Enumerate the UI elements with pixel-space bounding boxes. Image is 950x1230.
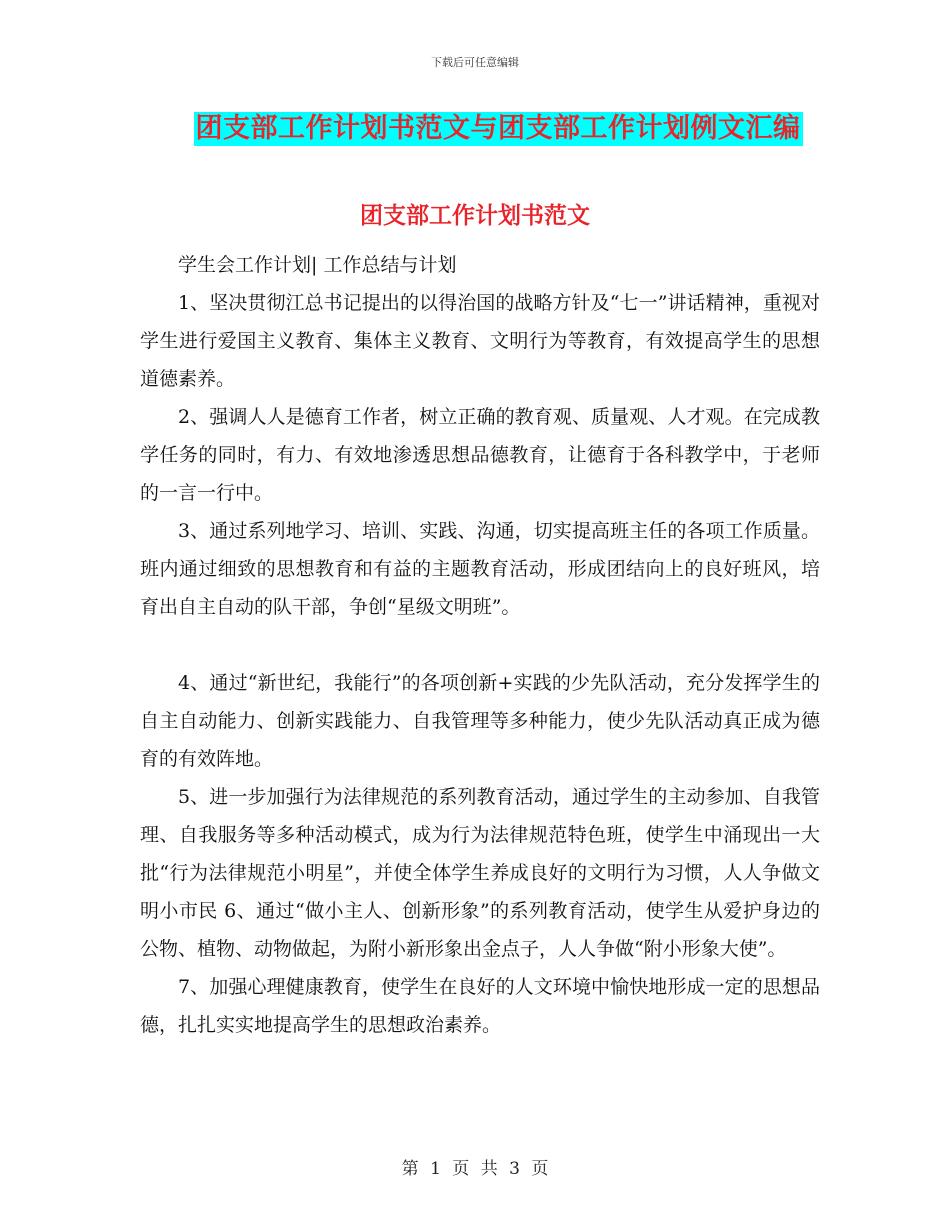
paragraph-item-4: 4、通过“新世纪，我能行”的各项创新+实践的少先队活动，充分发挥学生的自主自动能力、创新实践能力、自我管理等多种能力，使少先队活动真正成为德育的有效阵地。 — [140, 672, 820, 770]
paragraph-item-1: 1、坚决贯彻江总书记提出的以得治国的战略方针及“七一”讲话精神，重视对学生进行爱国主义教育、集体主义教育、文明行为等教育，有效提高学生的思想道德素养。 — [140, 292, 820, 390]
main-title-container — [0, 112, 950, 146]
section-title: 团支部工作计划书范文 — [360, 203, 590, 229]
paragraph-item-3: 3、通过系列地学习、培训、实践、沟通，切实提高班主任的各项工作质量。班内通过细致的思想教育和有益的主题教育活动，形成团结向上的良好班风，培育出自主自动的队干部，争创“星级文明班”。 — [140, 520, 820, 618]
paragraph-item-5-6: 5、进一步加强行为法律规范的系列教育活动，通过学生的主动参加、自我管理、自我服务等多种活动模式，成为行为法律规范特色班，使学生中涌现出一大批“行为法律规范小明星”，并使全体学生养成良好的文明行为习惯，人人争做文明小市民 6、通过“做小主人、创新形象”的系列教育活动，使学生从爱护身边的公物、植物、动物做起，为附小新形象出金点子，人人争做“附小形象大使”。 — [140, 786, 820, 960]
paragraph-item-2: 2、强调人人是德育工作者，树立正确的教育观、质量观、人才观。在完成教学任务的同时，有力、有效地渗透思想品德教育，让德育于各科教学中，于老师的一言一行中。 — [140, 406, 820, 504]
document-body — [140, 246, 820, 1044]
main-title: 团支部工作计划书范文与团支部工作计划例文汇编 — [195, 113, 801, 144]
paragraph-item-7: 7、加强心理健康教育，使学生在良好的人文环境中愉快地形成一定的思想品德，扎扎实实地提高学生的思想政治素养。 — [140, 976, 820, 1036]
paragraph-intro: 学生会工作计划| 工作总结与计划 — [178, 254, 457, 276]
header-note: 下载后可任意编辑 — [431, 56, 519, 69]
page-number: 第 1 页 共 3 页 — [401, 1159, 549, 1179]
